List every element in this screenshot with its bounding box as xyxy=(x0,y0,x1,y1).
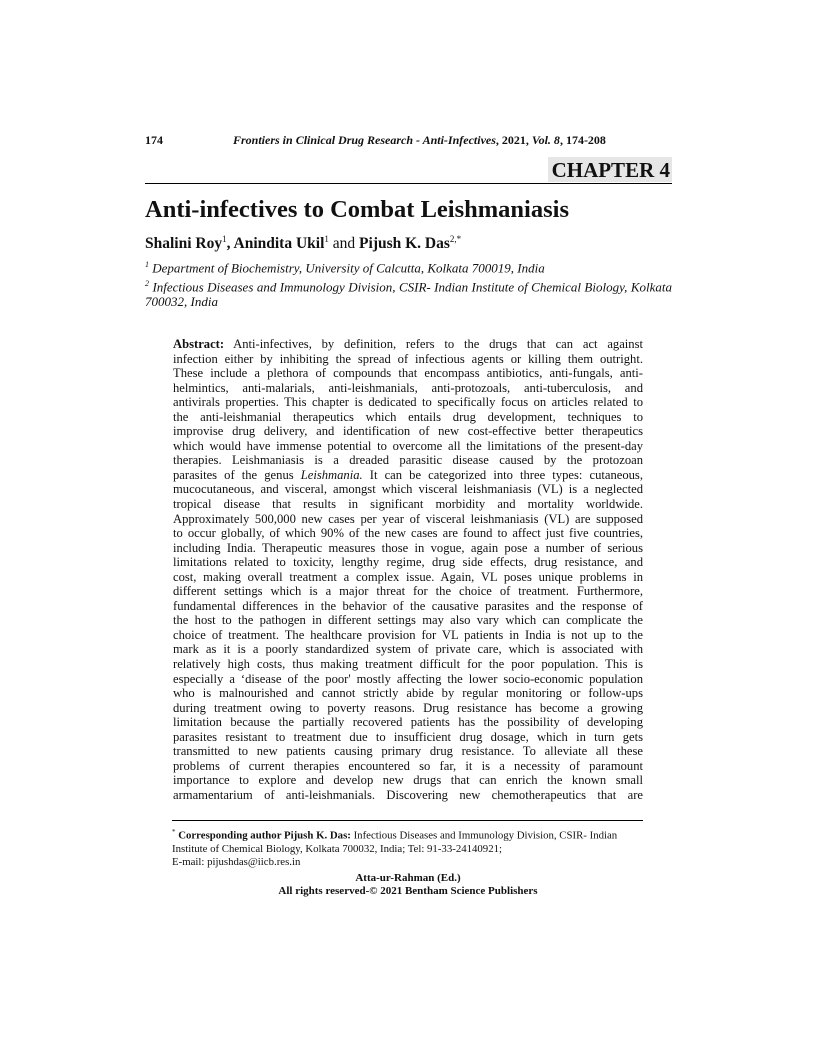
author-name: Pijush K. Das xyxy=(359,235,450,253)
abstract-line: the anti-leishmanial therapeutics which entails drug development, techniques to xyxy=(173,409,643,424)
abstract-text: Anti-infectives, by definition, refers to the drugs that can act against xyxy=(224,337,643,351)
abstract-line: limitation because the partially recovered patients has the possibility of developing xyxy=(173,715,643,730)
abstract-line: These include a plethora of compounds that encompass antibiotics, anti-fungals, anti- xyxy=(173,366,643,381)
author-list xyxy=(145,234,461,253)
author-affiliation-mark: 1 xyxy=(222,234,227,244)
author-name: Anindita Ukil xyxy=(233,235,325,253)
abstract-text: parasites of the genus xyxy=(173,467,301,482)
copyright-notice: All rights reserved-© 2021 Bentham Science Publishers xyxy=(278,885,538,897)
footnote-email: E-mail: pijushdas@iicb.res.in xyxy=(172,855,301,868)
journal-name: Frontiers in Clinical Drug Research - Anti-Infectives xyxy=(233,133,496,147)
abstract-line: helmintics, anti-malarials, anti-leishmanials, anti-protozoals, anti-tuberculosis, and xyxy=(173,380,643,395)
abstract-text: It can be categorized into three types: cutaneous, xyxy=(362,467,643,482)
abstract-line: different settings which is a major threat for the choice of treatment. Furthermore, xyxy=(173,584,643,599)
abstract-line: fundamental differences in the behavior of the causative parasites and the response of xyxy=(173,598,643,613)
author-affiliation-mark: 1 xyxy=(324,234,329,244)
footnote-line xyxy=(172,826,643,843)
abstract-line: problems of current therapies encountered so far, it is a necessity of paramount xyxy=(173,758,643,773)
affiliation-1 xyxy=(145,257,672,275)
footnote-label: Corresponding author Pijush K. Das: xyxy=(175,829,351,842)
author-name: Shalini Roy xyxy=(145,235,223,253)
footnote-divider xyxy=(172,820,643,821)
abstract-line: infection either by inhibiting the spread of infectious agents or killing them outright. xyxy=(173,351,643,366)
abstract-line: including India. Therapeutic measures those in vogue, again pose a number of serious xyxy=(173,540,643,555)
abstract-line: mark as it is a poorly standardized system of private care, which is associated with xyxy=(173,642,643,657)
abstract-line: relatively high costs, thus making treatment difficult for the poor population. This is xyxy=(173,657,643,672)
abstract-line: improvise drug delivery, and identification of new cost-effective better therapeutics xyxy=(173,424,643,439)
affiliation-text: Infectious Diseases and Immunology Division, CSIR- Indian Institute of Chemical Biology, Kolkata 700032, India xyxy=(145,279,672,310)
affiliation-mark: 1 xyxy=(145,260,149,269)
affiliation-mark: 2 xyxy=(145,279,149,288)
author-separator: , xyxy=(226,235,234,253)
footnote-text: Infectious Diseases and Immunology Division, CSIR- Indian xyxy=(350,829,618,842)
affiliation-2 xyxy=(145,276,672,309)
journal-volume: Vol. 8 xyxy=(531,133,560,147)
abstract-line: cost, making overall treatment a complex issue. Again, VL poses unique problems in xyxy=(173,569,643,584)
abstract-line: who is malnourished and cannot strictly abide by regular monitoring or follow-ups xyxy=(173,686,643,701)
header-divider xyxy=(145,183,672,184)
abstract-line: the host to the pathogen in different settings may also vary which can complicate the xyxy=(173,613,643,628)
journal-pages: , 174-208 xyxy=(559,133,606,147)
journal-citation xyxy=(233,133,606,148)
abstract-line: therapies. Leishmaniasis is a dreaded parasitic disease caused by the protozoan xyxy=(173,453,643,468)
footnote-mark: * xyxy=(172,828,176,836)
abstract-line: during treatment owing to poverty reasons. Drug resistance has become a growing xyxy=(173,700,643,715)
author-separator: and xyxy=(328,235,360,253)
chapter-title: Anti-infectives to Combat Leishmaniasis xyxy=(145,196,569,223)
abstract-line: especially a ‘disease of the poor' mostly affecting the lower socio-economic population xyxy=(173,671,643,686)
affiliation-text: Department of Biochemistry, University of Calcutta, Kolkata 700019, India xyxy=(149,260,545,276)
footnote-line: Institute of Chemical Biology, Kolkata 700032, India; Tel: 91-33-24140921; xyxy=(172,842,503,855)
abstract-label: Abstract: xyxy=(173,337,225,351)
editor-credit: Atta-ur-Rahman (Ed.) xyxy=(355,872,461,884)
abstract-line: transmitted to new patients causing primary drug resistance. To alleviate all these xyxy=(173,744,643,759)
genus-name: Leishmania. xyxy=(300,467,363,482)
abstract-line: armamentarium of anti-leishmanials. Discovering new chemotherapeutics that are xyxy=(173,787,643,802)
page-number: 174 xyxy=(145,133,163,147)
abstract-line: mucocutaneous, and visceral, amongst which visceral leishmaniasis (VL) is a neglected xyxy=(173,482,643,497)
abstract-line: tropical disease that results in significant morbidity and mortality worldwide. xyxy=(173,497,643,512)
footnote xyxy=(172,826,643,869)
abstract-line: importance to explore and develop new drugs that can enrich the known small xyxy=(173,773,643,788)
abstract-line: Approximately 500,000 new cases per year of visceral leishmaniasis (VL) are supposed xyxy=(173,511,643,526)
author-affiliation-mark: 2,* xyxy=(449,234,462,244)
abstract xyxy=(173,337,643,803)
abstract-line: choice of treatment. The healthcare provision for VL patients in India is not up to the xyxy=(173,627,643,642)
abstract-line: which would have immense potential to overcome all the limitations of the present-day xyxy=(173,438,643,453)
abstract-line xyxy=(173,337,643,352)
chapter-label: CHAPTER 4 xyxy=(548,157,672,182)
abstract-line xyxy=(173,468,643,483)
abstract-line: to occur globally, of which 90% of the new cases are found to affect just five countries, xyxy=(173,526,643,541)
abstract-line: antivirals properties. This chapter is dedicated to specifically focus on articles related to xyxy=(173,395,643,410)
abstract-line: limitations related to toxicity, lengthy regime, drug side effects, drug resistance, and xyxy=(173,555,643,570)
journal-year: , 2021, xyxy=(495,133,532,147)
abstract-line: parasites resistant to treatment due to insufficient drug dosage, which in turn gets xyxy=(173,729,643,744)
